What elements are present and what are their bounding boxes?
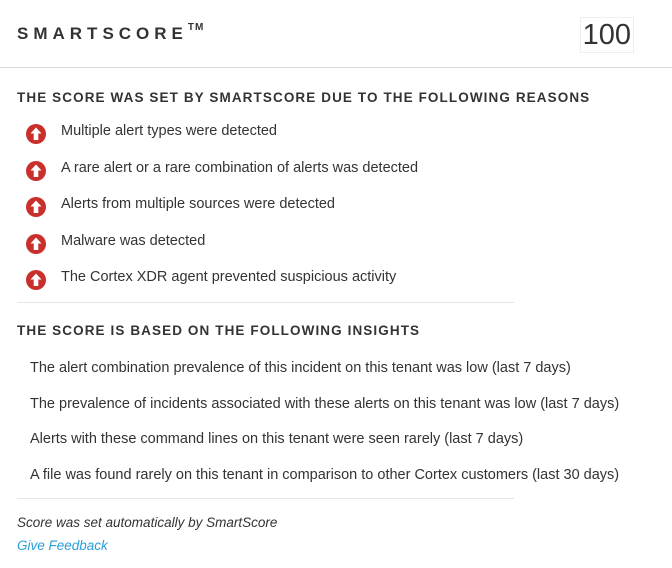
reason-item [26, 121, 418, 158]
reason-text: The Cortex XDR agent prevented suspicious activity [61, 269, 397, 285]
arrow-up-circle-icon [26, 270, 46, 290]
score-source-note: Score was set automatically by SmartScore [17, 515, 278, 530]
insight-item: The prevalence of incidents associated with these alerts on this tenant was low (last 7 days) [30, 395, 620, 412]
header [0, 0, 672, 68]
insights-section-title: THE SCORE IS BASED ON THE FOLLOWING INSIGHTS [17, 323, 421, 338]
score-value: 100 [580, 17, 634, 53]
reason-text: Alerts from multiple sources were detected [61, 196, 335, 212]
reasons-list [26, 121, 418, 304]
section-divider [17, 302, 514, 303]
insight-item: The alert combination prevalence of this incident on this tenant was low (last 7 days) [30, 360, 571, 376]
reason-text: Multiple alert types were detected [61, 123, 277, 139]
arrow-up-circle-icon [26, 197, 46, 217]
reason-item [26, 267, 418, 304]
arrow-up-circle-icon [26, 161, 46, 181]
title-text: SMARTSCORE [17, 24, 188, 43]
section-divider [17, 498, 514, 499]
insight-item: Alerts with these command lines on this tenant were seen rarely (last 7 days) [30, 431, 524, 447]
page-title [17, 24, 204, 44]
reason-item [26, 231, 418, 268]
insights-list [30, 359, 619, 501]
reason-item [26, 194, 418, 231]
insight-item: A file was found rarely on this tenant in comparison to other Cortex customers (last 30 days) [30, 466, 620, 483]
arrow-up-circle-icon [26, 234, 46, 254]
arrow-up-circle-icon [26, 124, 46, 144]
trademark: TM [187, 22, 205, 34]
reason-text: Malware was detected [61, 232, 206, 249]
reason-text: A rare alert or a rare combination of alerts was detected [61, 159, 419, 176]
reasons-section-title: THE SCORE WAS SET BY SMARTSCORE DUE TO THE FOLLOWING REASONS [17, 90, 591, 105]
reason-item [26, 158, 418, 195]
give-feedback-link[interactable]: Give Feedback [17, 538, 108, 553]
